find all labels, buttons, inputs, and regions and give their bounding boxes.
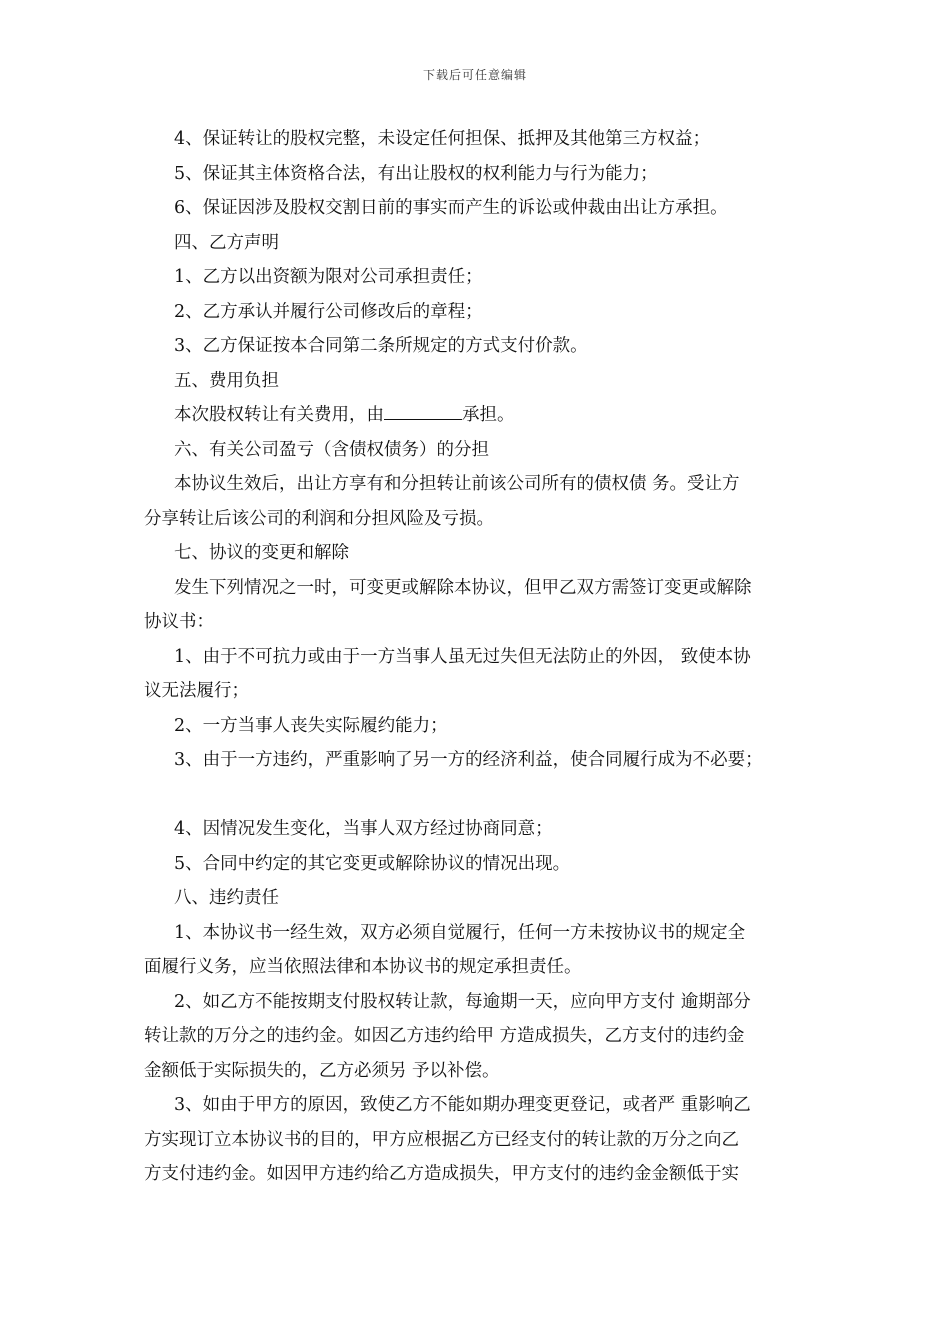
change-intro-line-1: 发生下列情况之一时，可变更或解除本协议，但甲乙双方需签订变更或解除	[174, 577, 752, 598]
breach-clause-1-line-1: 1、本协议书一经生效，双方必须自觉履行，任何一方未按协议书的规定全	[174, 922, 746, 943]
cost-line	[144, 398, 816, 433]
change-clause-2: 2、一方当事人丧失实际履约能力；	[174, 715, 448, 736]
party-b-clause-3: 3、乙方保证按本合同第二条所规定的方式支付价款。	[174, 336, 588, 356]
section-heading-5: 五、费用负担	[174, 370, 279, 391]
spacer	[144, 778, 816, 813]
fill-in-blank	[384, 401, 462, 420]
profit-loss-paragraph-line-1: 本协议生效后，出让方享有和分担转让前该公司所有的债权债 务。受让方	[174, 474, 740, 494]
change-clause-3: 3、由于一方违约，严重影响了另一方的经济利益，使合同履行成为不必要；	[174, 750, 763, 770]
cost-line-before: 本次股权转让有关费用，由	[174, 405, 384, 425]
clause-6: 6、保证因涉及股权交割日前的事实而产生的诉讼或仲裁由出让方承担。	[174, 198, 728, 218]
section-heading-4: 四、乙方声明	[174, 232, 279, 253]
section-heading-8: 八、违约责任	[174, 888, 279, 908]
breach-clause-2-line-3: 金额低于实际损失的，乙方必须另 予以补偿。	[144, 1060, 500, 1081]
document-body	[144, 122, 816, 1192]
breach-clause-2-line-1: 2、如乙方不能按期支付股权转让款，每逾期一天，应向甲方支付 逾期部分	[174, 991, 751, 1012]
change-intro-line-2: 协议书：	[144, 612, 214, 632]
breach-clause-3-line-2: 方实现订立本协议书的目的，甲方应根据乙方已经支付的转让款的万分之向乙	[144, 1129, 739, 1150]
breach-clause-3-line-3: 方支付违约金。如因甲方违约给乙方造成损失，甲方支付的违约金金额低于实	[144, 1164, 739, 1184]
clause-4: 4、保证转让的股权完整，未设定任何担保、抵押及其他第三方权益；	[174, 129, 711, 149]
section-heading-7: 七、协议的变更和解除	[174, 543, 349, 563]
change-clause-1-line-2: 议无法履行；	[144, 681, 249, 701]
breach-clause-2-line-2: 转让款的万分之的违约金。如因乙方违约给甲 方造成损失，乙方支付的违约金	[144, 1026, 745, 1046]
breach-clause-1-line-2: 面履行义务，应当依照法律和本协议书的规定承担责任。	[144, 957, 582, 977]
cost-line-after: 承担。	[462, 405, 515, 425]
change-clause-5: 5、合同中约定的其它变更或解除协议的情况出现。	[174, 853, 571, 874]
change-clause-4: 4、因情况发生变化，当事人双方经过协商同意；	[174, 819, 553, 839]
section-heading-6: 六、有关公司盈亏（含债权债务）的分担	[174, 439, 489, 460]
change-clause-1-line-1: 1、由于不可抗力或由于一方当事人虽无过失但无法防止的外因， 致使本协	[174, 646, 751, 667]
profit-loss-paragraph-line-2: 分享转让后该公司的利润和分担风险及亏损。	[144, 508, 494, 529]
breach-clause-3-line-1: 3、如由于甲方的原因，致使乙方不能如期办理变更登记，或者严 重影响乙	[174, 1095, 751, 1115]
party-b-clause-1: 1、乙方以出资额为限对公司承担责任；	[174, 267, 483, 287]
clause-5: 5、保证其主体资格合法，有出让股权的权利能力与行为能力；	[174, 163, 658, 184]
party-b-clause-2: 2、乙方承认并履行公司修改后的章程；	[174, 301, 483, 322]
page-header: 下载后可任意编辑	[422, 68, 527, 82]
